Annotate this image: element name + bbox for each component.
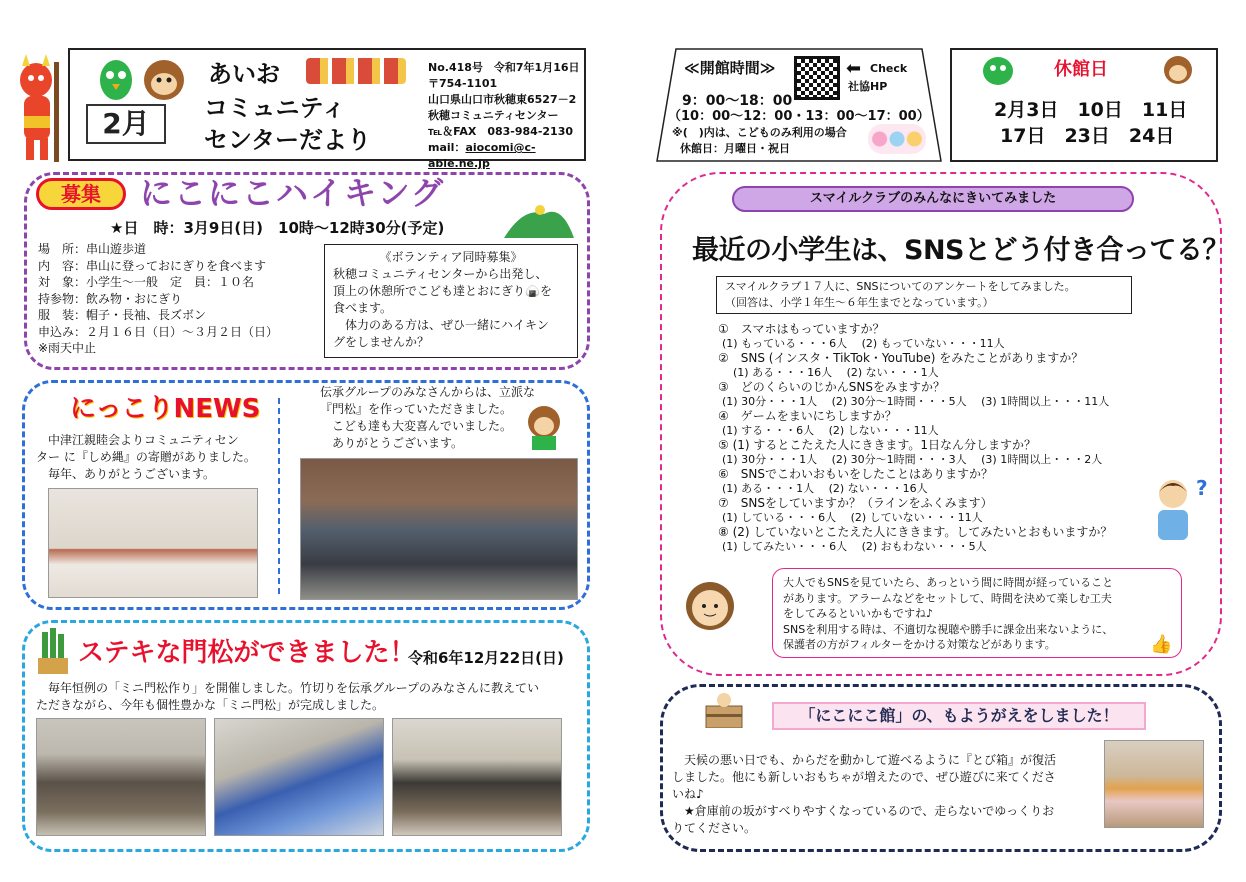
hours-time: 9：00～18：00	[682, 93, 793, 109]
title-line-3: センターだより	[204, 126, 372, 154]
survey-answer: (1) してみたい・・・6人 (2) おもわない・・・5人	[722, 540, 987, 553]
address: 山口県山口市秋穂東6527－2	[428, 93, 577, 106]
kadomatsu-group-photo	[36, 718, 206, 836]
news-line: こども達も大変喜んでいました。	[320, 419, 513, 433]
playroom-text	[672, 752, 1056, 837]
advice-line: をしてみるといいかもですね♪	[783, 607, 934, 620]
survey-intro-line: スマイルクラブ１７人に、SNSについてのアンケートをしてみました。	[725, 280, 1076, 293]
news-line: 中津江親睦会よりコミュニティセン	[36, 433, 239, 447]
survey-answer: (1) している・・・6人 (2) していない・・・11人	[722, 511, 983, 524]
survey-headline: 最近の小学生は、SNSとどう付き合ってる？	[692, 235, 1229, 266]
volunteer-line: 食べます。	[333, 301, 393, 315]
survey-question: ⑧ (2) していないとこたえた人にききます。してみたいとおもいますか？	[718, 525, 1113, 539]
survey-answer: (1) ある・・・16人 (2) ない・・・1人	[722, 366, 939, 379]
news-right-text	[320, 384, 535, 452]
shimenawa-photo	[48, 488, 258, 598]
oni-mascot-icon	[14, 52, 64, 164]
playroom-line: いね♪	[672, 787, 704, 801]
news-line: 伝承グループのみなさんからは、立派な	[320, 385, 536, 399]
survey-banner: スマイルクラブのみんなにきいてみました	[732, 186, 1134, 212]
boy-icon	[1150, 476, 1196, 540]
news-line: 『門松』を作っていただきました。	[320, 402, 513, 416]
hiking-datetime: ★日 時：3月9日(日) 10時～12時30分(予定)	[110, 219, 445, 237]
survey-question: ③ どのくらいのじかんSNSをみますか？	[718, 380, 945, 394]
title-line-2: コミュニティ	[204, 94, 346, 122]
survey-questions	[718, 322, 1112, 554]
survey-question: ② SNS (インスタ・TikTok・YouTube) をみたことがありますか？	[718, 351, 1084, 365]
woman-icon	[684, 580, 736, 632]
volunteer-line: 頂上の休憩所でこども達とおにぎり🍙を	[333, 284, 552, 298]
mail-link[interactable]: aiocomi@c-able.ne.jp	[428, 141, 536, 170]
survey-intro-box	[716, 276, 1132, 314]
playroom-line: 天候の悪い日でも、からだを動かして遊べるように『とび箱』が復活	[672, 753, 1057, 767]
survey-question: ⑦ SNSをしていますか？（ラインをふくみます）	[718, 496, 993, 510]
advice-line: SNSを利用する時は、不適切な視聴や勝手に課金出来ないように、	[783, 622, 1114, 636]
bird-mascot-icon	[980, 56, 1016, 86]
holiday-dates-row-2: 17日 23日 24日	[1000, 125, 1175, 147]
phone-fax: ℡＆FAX 083-984-2130	[428, 125, 574, 138]
kadomatsu-date: 令和6年12月22日(日)	[408, 649, 564, 667]
mountain-icon	[504, 200, 574, 238]
detail-line: 対 象：小学生～一般 定 員：１０名	[38, 275, 255, 289]
kadomatsu-text	[36, 680, 539, 714]
monkey-mascot-icon	[1158, 54, 1198, 88]
survey-answer: (1) 30分・・・1人 (2) 30分～1時間・・・3人 (3) 1時間以上・・・2人	[722, 453, 1103, 466]
org-name: 秋穂コミュニティセンター	[428, 109, 559, 122]
playroom-line: りてください。	[672, 821, 757, 835]
thumbs-up-icon: 👍	[1150, 634, 1173, 655]
speech-bubble	[772, 568, 1182, 658]
kadomatsu-line: ただきながら、今年も個性豊かな「ミニ門松」が完成しました。	[36, 698, 385, 712]
kadomatsu-work-photo	[214, 718, 384, 836]
detail-line: 服 装：帽子・長袖、長ズボン	[38, 308, 207, 322]
newsletter-header	[68, 48, 586, 170]
news-line: 毎年、ありがとうございます。	[36, 467, 216, 481]
playroom-title: 「にこにこ館」の、もようがえをしました！	[772, 702, 1146, 730]
title-line-1: あいお	[208, 60, 280, 88]
news-line: ありがとうございます。	[320, 436, 464, 450]
kadomatsu-title: ステキな門松ができました！	[78, 638, 416, 668]
volunteer-box	[324, 244, 578, 358]
holiday-dates-row-1: 2月3日 10日 11日	[994, 99, 1188, 121]
detail-line: 申込み：２月１６日（日）～３月２日（日）	[38, 324, 279, 339]
survey-answer: (1) ある・・・1人 (2) ない・・・16人	[722, 482, 928, 495]
advice-line: があります。アラームなどをセットして、時間を決めて楽しむ工夫	[783, 591, 1112, 605]
news-title: にっこりNEWS	[70, 394, 261, 424]
bird-mascot-icon	[98, 58, 134, 102]
survey-answer: (1) 30分・・・1人 (2) 30分～1時間・・・5人 (3) 1時間以上・・・11人	[722, 395, 1110, 408]
detail-line: 場 所：串山遊歩道	[38, 242, 147, 256]
mail-label: mail：	[428, 141, 466, 154]
issue-number: No.418号 令和7年1月16日	[428, 61, 580, 74]
news-left-text	[36, 432, 256, 483]
kids-faces-icon	[868, 124, 926, 154]
survey-intro-line: （回答は、小学１年生～６年生までとなっています。）	[725, 296, 994, 309]
hiking-title: にこにこハイキング	[140, 174, 446, 212]
survey-question: ⑤ (1) するとこたえた人にききます。1日なん分しますか？	[718, 438, 1037, 452]
kadomatsu-icon	[36, 628, 70, 674]
jumping-box-icon	[704, 692, 744, 728]
holiday-box	[950, 48, 1218, 162]
volunteer-line: 体力のある方は、ぜひ一緒にハイキン	[333, 318, 549, 332]
hiking-details	[38, 241, 278, 357]
kadomatsu-kids-photo	[392, 718, 562, 836]
volunteer-line: 秋穂コミュニティセンターから出発し、	[333, 267, 548, 281]
month-label: 2月	[86, 104, 166, 144]
charm-icons	[306, 58, 406, 84]
survey-answer: (1) する・・・6人 (2) しない・・・11人	[722, 424, 939, 437]
question-icon: ?	[1196, 476, 1208, 500]
advice-line: 大人でもSNSを見ていたら、あっという間に時間が経っていること	[783, 576, 1114, 589]
survey-question: ① スマホはもっていますか？	[718, 322, 885, 336]
hours-closed: 休館日：月曜日・祝日	[680, 142, 790, 155]
volunteer-title: 《ボランティア同時募集》	[379, 250, 523, 264]
hours-note: ※( )内は、こどものみ利用の場合	[672, 126, 847, 139]
qr-code-icon[interactable]	[794, 56, 840, 100]
detail-line: 持参物：飲み物・おにぎり	[38, 291, 183, 306]
detail-line: ※雨天中止	[38, 341, 97, 355]
detail-line: 内 容：串山に登っておにぎりを食べます	[38, 258, 267, 273]
hours-title: ≪開館時間≫	[684, 59, 776, 77]
recruit-badge: 募集	[36, 178, 126, 210]
advice-line: 保護者の方がフィルターをかける対策などがあります。	[783, 638, 1056, 651]
hours-child-time: （10：00～12：00・13：00～17：00）	[668, 109, 930, 124]
check-label: Check	[870, 62, 908, 75]
arrow-left-icon: ⬅	[846, 58, 862, 79]
postal-code: 〒754-1101	[428, 77, 498, 90]
check-sub-label: 社協HP	[848, 80, 888, 93]
kadomatsu-line: 毎年恒例の「ミニ門松作り」を開催しました。竹切りを伝承グループのみなさんに教えてい	[36, 681, 540, 695]
monkey-mascot-icon	[524, 404, 564, 450]
playroom-line: ★倉庫前の坂がすべりやすくなっているので、走らないでゆっくりお	[672, 804, 1055, 818]
kids-group-photo	[300, 458, 578, 600]
holiday-title: 休館日	[1054, 59, 1108, 80]
news-divider	[278, 398, 280, 594]
survey-question: ⑥ SNSでこわいおもいをしたことはありますか？	[718, 467, 993, 481]
volunteer-line: グをしませんか？	[333, 335, 430, 349]
playroom-photo	[1104, 740, 1204, 828]
playroom-line: しました。他にも新しいおもちゃが増えたので、ぜひ遊びに来てくださ	[672, 770, 1056, 784]
monkey-mascot-icon	[142, 58, 186, 102]
survey-question: ④ ゲームをまいにちしますか？	[718, 409, 897, 423]
opening-hours-box	[656, 48, 942, 162]
survey-answer: (1) もっている・・・6人 (2) もっていない・・・11人	[722, 337, 1005, 350]
news-line: ター に『しめ縄』の寄贈がありました。	[36, 450, 256, 464]
